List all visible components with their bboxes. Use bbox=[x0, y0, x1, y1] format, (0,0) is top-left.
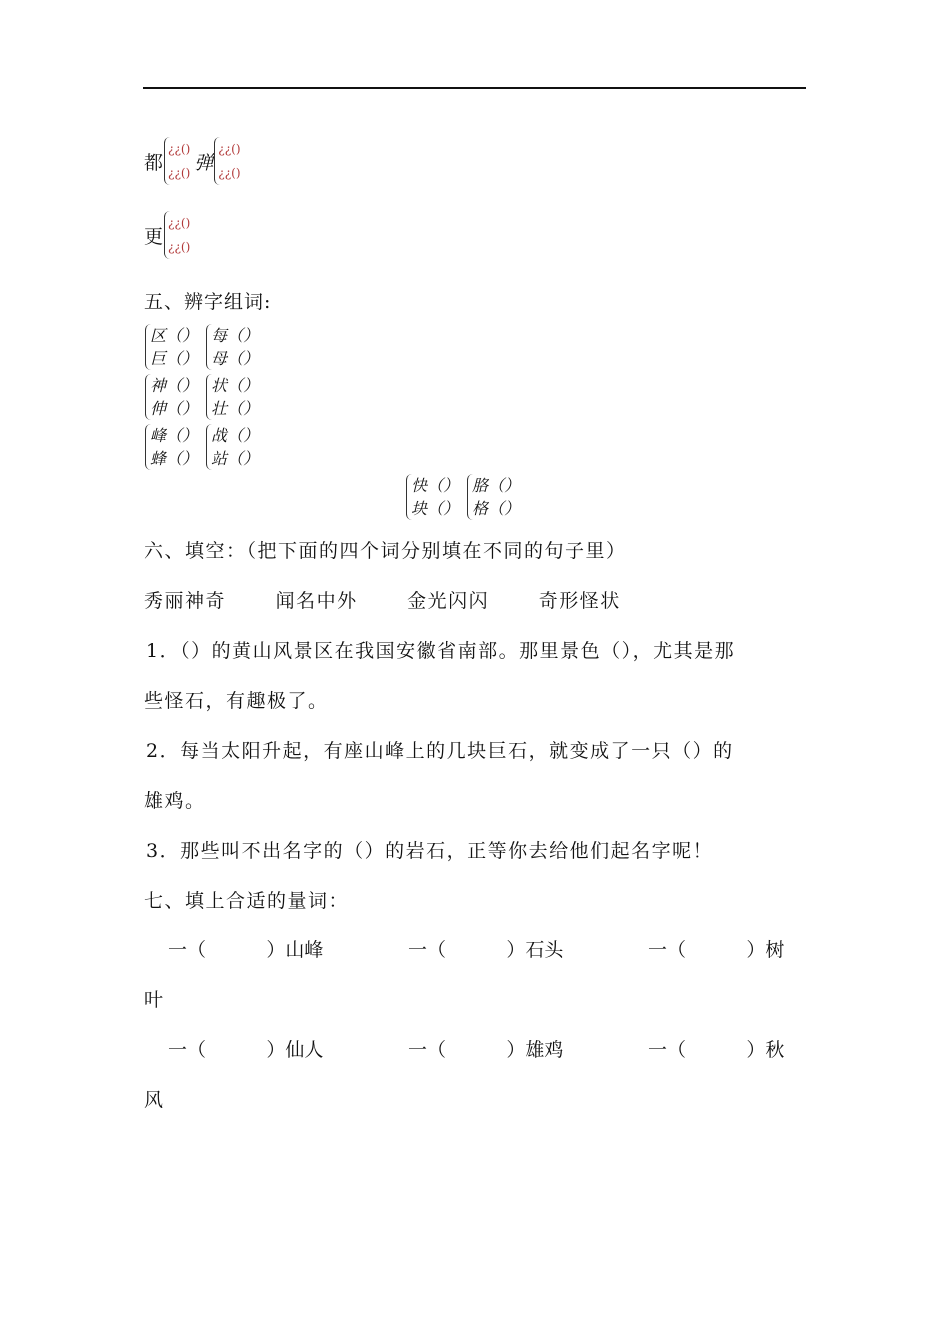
word-blank: 伸（） bbox=[150, 399, 199, 418]
word-blank: 母（） bbox=[211, 349, 260, 368]
pinyin-blank: ¿¿() bbox=[218, 142, 241, 156]
measure-word-blank: 一（ ）雄鸡 bbox=[408, 1039, 564, 1061]
section-6-title: 六、填空：（把下面的四个词分别填在不同的句子里） bbox=[144, 540, 627, 562]
word-blank: 战（） bbox=[211, 426, 260, 445]
word-blank: 站（） bbox=[211, 449, 260, 468]
question-3: 3．那些叫不出名字的（）的岩石，正等你去给他们起名字呢！ bbox=[146, 840, 714, 862]
polyphone-char: 弹 bbox=[194, 151, 214, 174]
question-2-line-1: 2．每当太阳升起，有座山峰上的几块巨石，就变成了一只（）的 bbox=[146, 740, 734, 762]
word-pair bbox=[145, 324, 198, 370]
pinyin-blank: ¿¿() bbox=[168, 240, 191, 254]
word-pair-row bbox=[145, 424, 267, 470]
word-blank: 区（） bbox=[150, 326, 199, 345]
measure-word-blank: 一（ ）秋 bbox=[648, 1039, 785, 1061]
word-bank-item: 秀丽神奇 bbox=[144, 590, 227, 612]
measure-word-tail: 风 bbox=[144, 1089, 165, 1111]
polyphone-group-du bbox=[144, 137, 245, 185]
word-bank-item: 闻名中外 bbox=[275, 590, 358, 612]
measure-word-row bbox=[168, 935, 784, 962]
word-blank: 快（） bbox=[411, 476, 460, 495]
word-blank: 壮（） bbox=[211, 399, 260, 418]
pinyin-blank: ¿¿() bbox=[168, 216, 191, 230]
word-blank: 胳（） bbox=[472, 476, 521, 495]
measure-word-blank: 一（ ）山峰 bbox=[168, 939, 324, 961]
word-pair bbox=[467, 474, 520, 520]
pinyin-blank: ¿¿() bbox=[168, 142, 191, 156]
word-blank: 蜂（） bbox=[150, 449, 199, 468]
word-blank: 峰（） bbox=[150, 426, 199, 445]
polyphone-char: 更 bbox=[144, 225, 164, 248]
word-blank: 巨（） bbox=[150, 349, 199, 368]
brace bbox=[214, 137, 240, 185]
word-pair-row bbox=[406, 474, 528, 520]
question-1-line-2: 些怪石，有趣极了。 bbox=[144, 690, 329, 712]
header-rule bbox=[143, 87, 806, 89]
measure-word-tail: 叶 bbox=[144, 989, 165, 1011]
word-pair bbox=[145, 374, 198, 420]
brace bbox=[164, 137, 190, 185]
measure-word-blank: 一（ ）树 bbox=[648, 939, 785, 961]
word-bank-item: 金光闪闪 bbox=[407, 590, 490, 612]
word-blank: 块（） bbox=[411, 499, 460, 518]
section-5-title: 五、辨字组词: bbox=[144, 291, 272, 313]
word-pair bbox=[206, 374, 259, 420]
measure-word-row bbox=[168, 1035, 784, 1062]
word-blank: 每（） bbox=[211, 326, 260, 345]
word-pair-row bbox=[145, 324, 267, 370]
polyphone-group-geng bbox=[144, 211, 194, 259]
pinyin-blank: ¿¿() bbox=[218, 166, 241, 180]
brace bbox=[164, 211, 190, 259]
word-pair bbox=[145, 424, 198, 470]
section-7-title: 七、填上合适的量词： bbox=[144, 890, 350, 912]
question-2-line-2: 雄鸡。 bbox=[144, 790, 206, 812]
word-bank-item: 奇形怪状 bbox=[538, 590, 621, 612]
question-1-line-1: 1．（）的黄山风景区在我国安徽省南部。那里景色（），尤其是那 bbox=[146, 640, 736, 662]
measure-word-blank: 一（ ）仙人 bbox=[168, 1039, 324, 1061]
word-pair bbox=[206, 424, 259, 470]
measure-word-blank: 一（ ）石头 bbox=[408, 939, 564, 961]
polyphone-char: 都 bbox=[144, 151, 164, 174]
word-pair bbox=[406, 474, 459, 520]
word-blank: 格（） bbox=[472, 499, 521, 518]
word-pair bbox=[206, 324, 259, 370]
word-blank: 神（） bbox=[150, 376, 199, 395]
pinyin-blank: ¿¿() bbox=[168, 166, 191, 180]
word-blank: 状（） bbox=[211, 376, 260, 395]
word-bank bbox=[144, 586, 663, 613]
word-pair-row bbox=[145, 374, 267, 420]
